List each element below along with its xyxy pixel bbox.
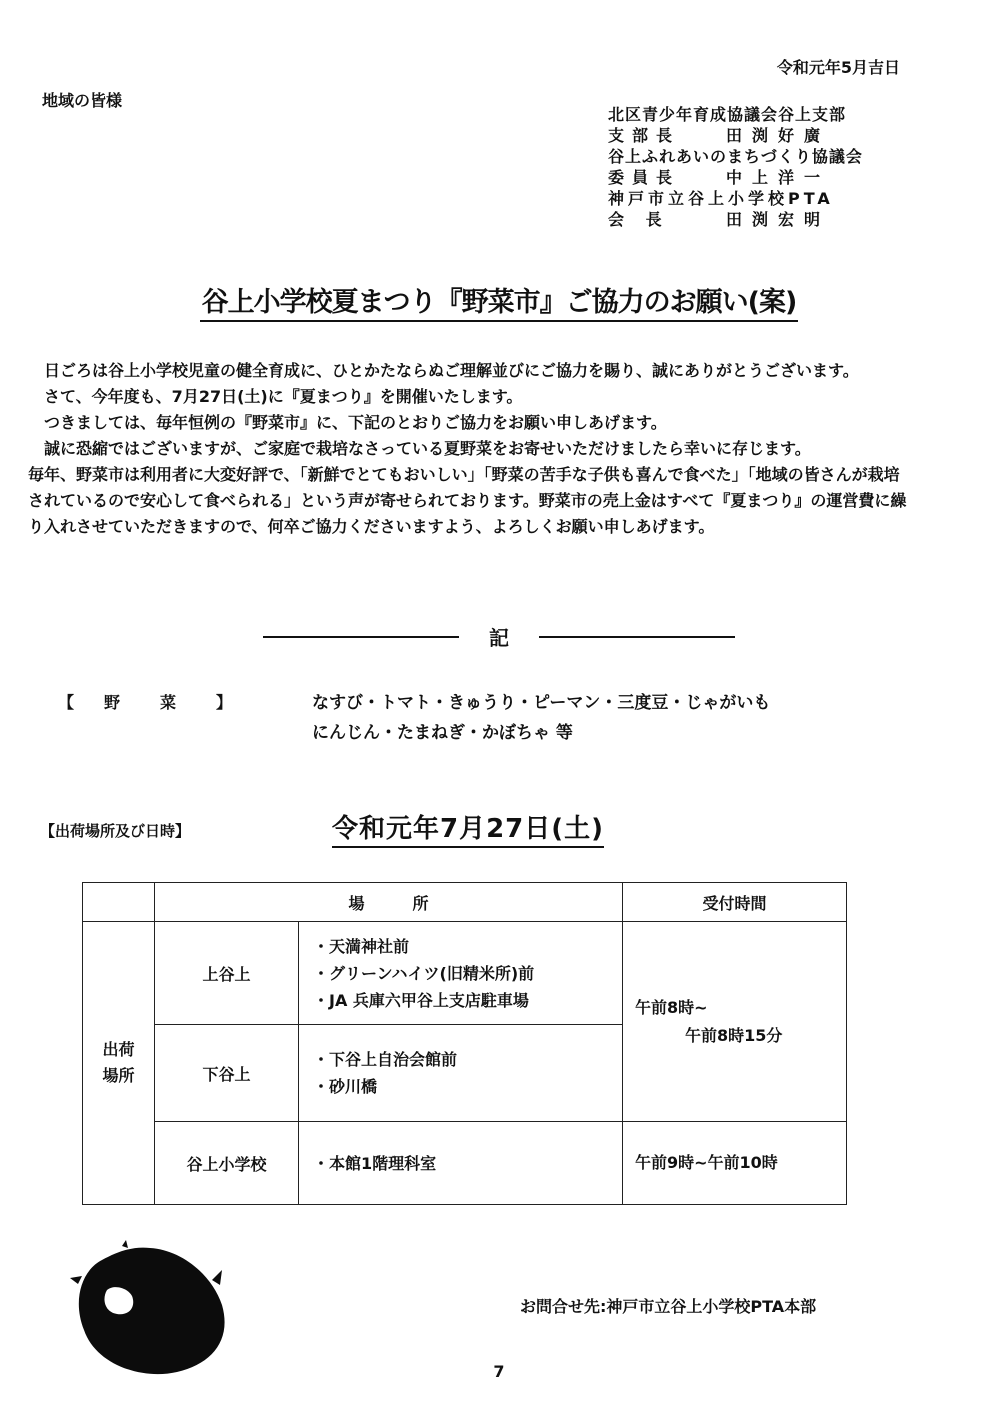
sender-person-3 xyxy=(608,209,863,230)
spot-item: ・グリーンハイツ(旧精米所)前 xyxy=(313,963,535,983)
document-date: 令和元年5月吉日 xyxy=(776,58,900,77)
spot-item: ・下谷上自治会館前 xyxy=(313,1050,458,1069)
time-cell xyxy=(623,922,847,1122)
vegetables-label-text: 野菜 xyxy=(104,693,217,712)
bracket-open: 【 xyxy=(58,693,75,712)
sender-person-2 xyxy=(608,167,863,188)
spot-item: ・JA 兵庫六甲谷上支店駐車場 xyxy=(313,990,529,1010)
vegetables-list xyxy=(312,688,770,748)
header-blank xyxy=(83,883,155,922)
time-end: 午前8時15分 xyxy=(685,1025,783,1045)
sender-org-3: 神戸市立谷上小学校PTA xyxy=(608,189,834,208)
sender-role: 会 長 xyxy=(608,210,670,229)
contact-info: お問合せ先:神戸市立谷上小学校PTA本部 xyxy=(520,1297,817,1316)
time-start: 午前8時~ xyxy=(635,997,708,1017)
sender-org-2: 谷上ふれあいのまちづくり協議会 xyxy=(608,147,863,166)
spot-item: ・天満神社前 xyxy=(313,936,410,956)
page-number: 7 xyxy=(493,1362,505,1381)
sender-name: 中上洋一 xyxy=(726,168,831,187)
time-cell: 午前9時~午前10時 xyxy=(623,1122,847,1205)
vegetables-line-1: なすび・トマト・きゅうり・ピーマン・三度豆・じゃがいも xyxy=(312,693,771,713)
header-place-text: 場所 xyxy=(348,893,477,913)
table-row xyxy=(83,922,847,1025)
paragraph-event: さて、今年度も、7月27日(土)に『夏まつり』を開催いたします。 xyxy=(44,387,523,406)
document-title xyxy=(0,280,998,319)
ki-divider xyxy=(0,622,998,651)
area-cell: 上谷上 xyxy=(155,922,299,1025)
table-row xyxy=(83,1122,847,1205)
sender-role: 支部長 xyxy=(608,126,681,145)
addressee: 地域の皆様 xyxy=(42,91,123,110)
category-cell xyxy=(83,922,155,1205)
spots-cell xyxy=(299,922,623,1025)
sender-person-1 xyxy=(608,125,863,146)
sender-org-1: 北区青少年育成協議会谷上支部 xyxy=(608,105,847,124)
sender-block xyxy=(608,104,863,230)
event-date xyxy=(332,808,604,845)
spot-item: ・本館1階理科室 xyxy=(313,1153,437,1173)
event-date-text: 令和元年7月27日(土) xyxy=(332,814,604,848)
shipping-label: 【出荷場所及び日時】 xyxy=(40,822,191,840)
paragraph-request: つきましては、毎年恒例の『野菜市』に、下記のとおりご協力をお願い申しあげます。 xyxy=(44,413,667,432)
spots-cell xyxy=(299,1122,623,1205)
ki-heading: 記 xyxy=(489,626,509,650)
divider-line xyxy=(263,636,459,638)
schedule-table xyxy=(82,882,847,1205)
paragraph-feedback: 毎年、野菜市は利用者に大変好評で、「新鮮でとてもおいしい」「野菜の苦手な子供も喜んで食べた」「地域の皆さんが栽培されているので安心して食べられる」という声が寄せられております。野菜市の売上金はすべて『夏まつり』の運営費に繰り入れさせていただきますので、何卒ご協力くださいますよう、よろしくお願い申しあげます。 xyxy=(28,465,907,536)
title-text: 谷上小学校夏まつり『野菜市』ご協力のお願い(案) xyxy=(200,287,799,322)
vegetables-label xyxy=(58,690,232,713)
divider-line xyxy=(539,636,735,638)
paragraph-greeting: 日ごろは谷上小学校児童の健全育成に、ひとかたならぬご理解並びにご協力を賜り、誠にありがとうございます。 xyxy=(44,361,859,380)
header-time: 受付時間 xyxy=(623,883,847,922)
bracket-close: 】 xyxy=(216,693,233,712)
area-cell: 下谷上 xyxy=(155,1025,299,1122)
sender-role: 委員長 xyxy=(608,168,681,187)
body-text xyxy=(28,358,908,540)
header-place xyxy=(155,883,623,922)
table-header-row xyxy=(83,883,847,922)
sender-name: 田渕宏明 xyxy=(726,210,831,229)
vegetables-line-2: にんじん・たまねぎ・かぼちゃ 等 xyxy=(312,723,573,743)
spots-cell xyxy=(299,1025,623,1122)
spot-item: ・砂川橋 xyxy=(313,1077,378,1096)
category-text: 出荷場所 xyxy=(102,1040,135,1085)
area-cell: 谷上小学校 xyxy=(155,1122,299,1205)
sender-name: 田渕好廣 xyxy=(726,126,831,145)
paragraph-appeal: 誠に恐縮ではございますが、ご家庭で栽培なさっている夏野菜をお寄せいただけましたら幸いに存じます。 xyxy=(44,439,811,458)
